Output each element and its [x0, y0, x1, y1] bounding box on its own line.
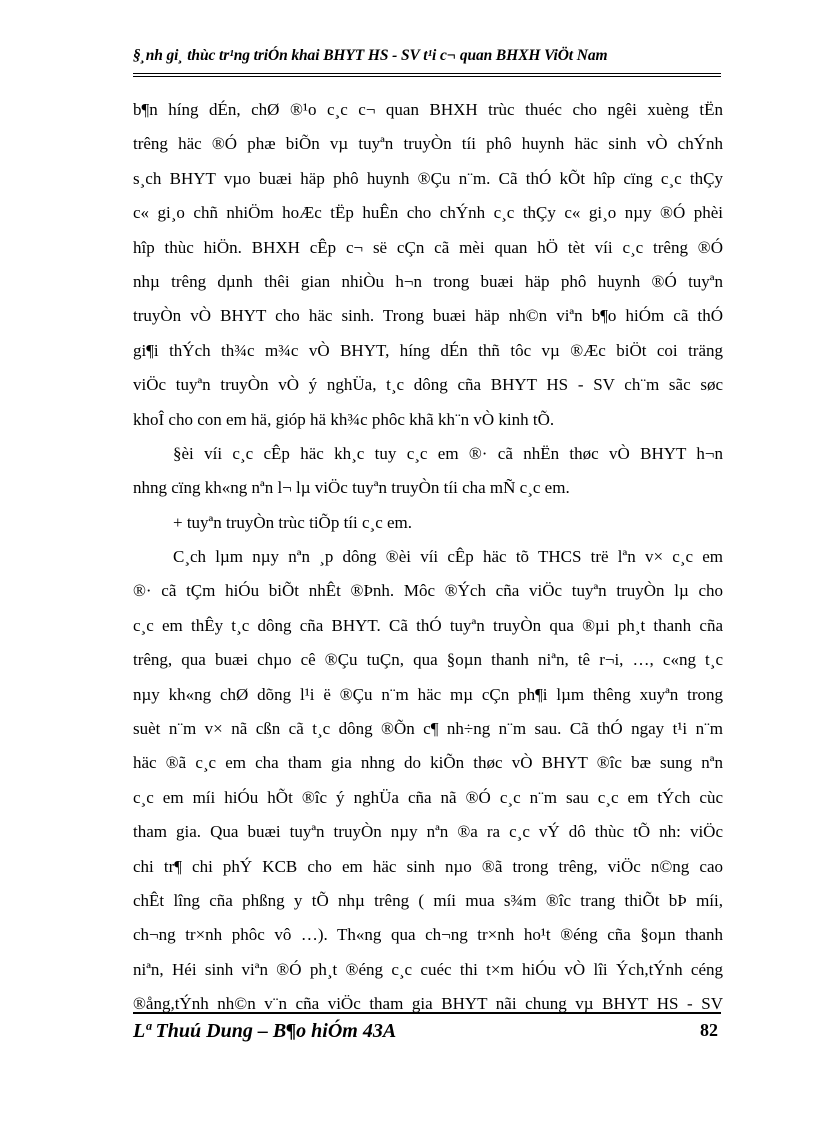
paragraph-first-line: C¸ch lµm nµy nªn ¸p dông ®èi víi cÊp häc tõ THCS trë lªn v× c¸c em: [173, 547, 723, 567]
body-line: ®· cã tÇm hiÓu biÕt nhÊt ®Þnh. Môc ®Ých cña viÖc tuyªn truyÒn lµ cho: [133, 581, 723, 601]
header-rule-upper: [133, 73, 721, 74]
body-line: suèt n¨m v× nã cßn cã t¸c dông ®Õn c¶ nh÷ng n¨m sau. Cã thÓ ngay t¹i n¨m: [133, 719, 723, 739]
footer-author: Lª Thuú Dung – B¶o hiÓm 43A: [133, 1020, 397, 1042]
body-line: nhng cïng kh«ng nªn l¬ lµ viÖc tuyªn truyÒn tíi cha mÑ c¸c em.: [133, 478, 570, 498]
body-line: ®ång,tÝnh nh©n v¨n cña viÖc tham gia BHYT nãi chung vµ BHYT HS - SV: [133, 994, 723, 1014]
subheading-line: + tuyªn truyÒn trùc tiÕp tíi c¸c em.: [173, 512, 413, 532]
body-line: niªn, Héi sinh viªn ®Ó ph¸t ®éng c¸c cuéc thi t×m hiÓu vÒ lîi Ých,tÝnh céng: [133, 959, 723, 979]
body-line: häc ®ã c¸c em cha tham gia nhng do kiÕn thøc vÒ BHYT ®îc bæ sung nªn: [133, 753, 723, 773]
body-line: truyÒn vÒ BHYT cho häc sinh. Trong buæi häp nh©n viªn b¶o hiÓm cã thÓ: [133, 306, 723, 326]
footer-rule: [133, 1012, 721, 1014]
body-line: tham gia. Qua buæi tuyªn truyÒn nµy nªn ®a ra c¸c vÝ dô thùc tÕ nh: viÖc: [133, 822, 723, 842]
body-line: nhµ trêng dµnh thêi gian nhiÒu h¬n trong buæi häp phô huynh ®Ó tuyªn: [133, 271, 723, 291]
body-line: chi tr¶ chi phÝ KCB cho em häc sinh nµo ®ã trong trêng, viÖc n©ng cao: [133, 856, 723, 876]
body-line: c¸c em míi hiÓu hÕt ®îc ý nghÜa cña nã ®Ó c¸c n¨m sau c¸c em tÝch cùc: [133, 787, 723, 807]
body-line: ch¬ng tr×nh phôc vô …). Th«ng qua ch¬ng tr×nh ho¹t ®éng cña §oµn thanh: [133, 925, 723, 945]
body-line: c¸c em thÊy t¸c dông cña BHYT. Cã thÓ tuyªn truyÒn qua ®µi ph¸t thanh cña: [133, 615, 723, 635]
body-line: hîp thùc hiÖn. BHXH cÊp c¬ së cÇn cã mèi quan hÖ tèt víi c¸c trêng ®Ó: [133, 237, 723, 257]
body-line: nµy kh«ng chØ dõng l¹i ë ®Çu n¨m häc mµ cÇn ph¶i lµm thêng xuyªn trong: [133, 684, 723, 704]
page-number: 82: [700, 1020, 718, 1040]
body-line: chÊt lîng cña phßng y tÕ nhµ trêng ( míi mua s¾m ®îc trang thiÕt bÞ míi,: [133, 890, 723, 910]
paragraph-first-line: §èi víi c¸c cÊp häc kh¸c tuy c¸c em ®· cã nhËn thøc vÒ BHYT h¬n: [173, 443, 723, 463]
running-header: §¸nh gi¸ thùc tr¹ng triÓn khai BHYT HS - SV t¹i c¬ quan BHXH ViÖt Nam: [133, 47, 608, 64]
body-line: s¸ch BHYT vµo buæi häp phô huynh ®Çu n¨m. Cã thÓ kÕt hîp cïng c¸c thÇy: [133, 168, 723, 188]
body-line: gi¶i thÝch th¾c m¾c vÒ BHYT, híng dÉn thñ tôc vµ ®Æc biÖt coi träng: [133, 340, 723, 360]
body-line: trêng häc ®Ó phæ biÕn vµ tuyªn truyÒn tíi phô huynh häc sinh vÒ chÝnh: [133, 134, 723, 154]
body-line: viÖc tuyªn truyÒn vÒ ý nghÜa, t¸c dông cña BHYT HS - SV ch¨m sãc søc: [133, 375, 723, 395]
body-line: c« gi¸o chñ nhiÖm hoÆc tËp huÊn cho chÝnh c¸c thÇy c« gi¸o nµy ®Ó phèi: [133, 203, 723, 223]
body-text: [133, 93, 723, 1022]
body-line: trêng, qua buæi chµo cê ®Çu tuÇn, qua §oµn thanh niªn, tê r¬i, …, c«ng t¸c: [133, 650, 723, 670]
body-line: khoÎ cho con em hä, gióp hä kh¾c phôc khã kh¨n vÒ kinh tÕ.: [133, 409, 555, 429]
header-rule-lower: [133, 76, 721, 77]
body-line: b¶n híng dÉn, chØ ®¹o c¸c c¬ quan BHXH trùc thuéc cho ngêi xuèng tËn: [133, 100, 723, 119]
